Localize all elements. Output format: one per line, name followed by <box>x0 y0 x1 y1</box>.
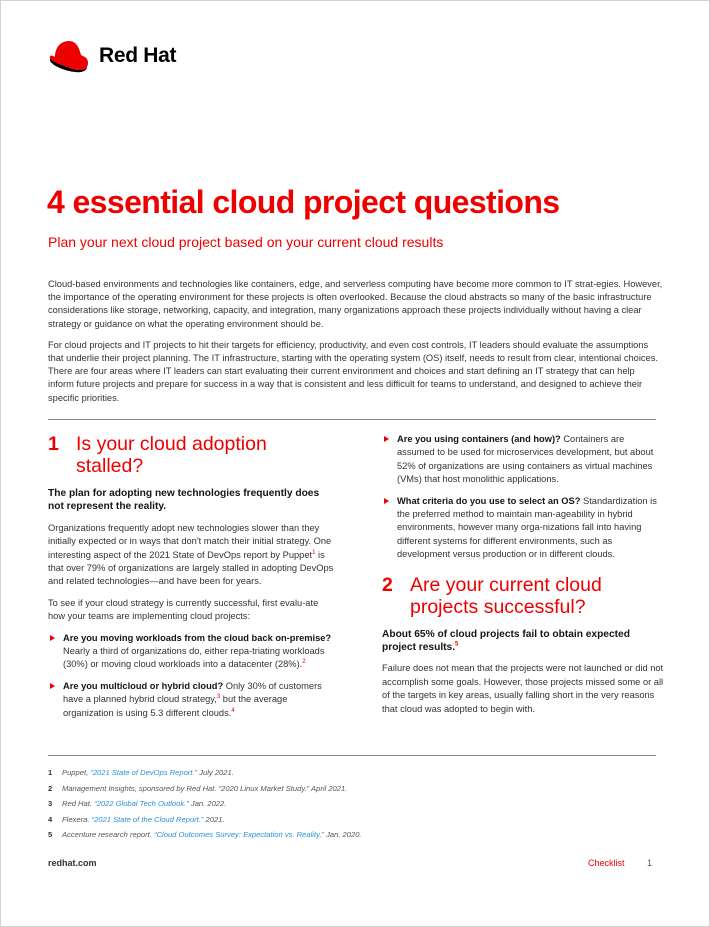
footnote-divider <box>48 755 656 756</box>
footnote-link[interactable]: “2022 Global Tech Outlook.” <box>94 799 189 809</box>
brand-name: Red Hat <box>99 44 177 67</box>
footnote-4: 4 Flexera. “2021 State of the Cloud Report.” 2021. <box>48 814 225 824</box>
footnote-3: 3 Red Hat. “2022 Global Tech Outlook.” Jan. 2022. <box>48 799 227 809</box>
list-item: Are you using containers (and how)? Containers are assumed to be used for microservices development, but about 52% of organizations are using containers as virtual machines (VMs) that host monolithic applications. <box>382 433 664 487</box>
page-title: 4 essential cloud project questions <box>47 184 560 220</box>
section-1-heading <box>48 433 334 477</box>
left-column <box>48 433 334 728</box>
intro-paragraph-1: Cloud-based environments and technologies like containers, edge, and serverless computing have become more common to IT strat-egies. However, the importance of the operating environment for these projects is often overlooked. Because the cloud abstracts so many of the basic infrastructure considerations like storage, networking, capacity, and integration, many organizations approach these projects individually without having a clear strategy or guidance on what the operating environment should be. <box>48 279 663 329</box>
bullet-arrow-icon <box>384 498 389 504</box>
bullet-arrow-icon <box>50 683 55 689</box>
brand-logo[interactable] <box>47 39 176 73</box>
footer-site-link[interactable]: redhat.com <box>48 858 97 868</box>
section-1-title: Is your cloud adoption stalled? <box>76 433 267 477</box>
intro-text <box>48 278 663 413</box>
section-2-title: Are your current cloud projects successful? <box>410 573 602 618</box>
page-subtitle: Plan your next cloud project based on your current cloud results <box>48 234 444 250</box>
section-1-bullets <box>48 632 334 720</box>
bullet-arrow-icon <box>384 436 389 442</box>
section-2-number: 2 <box>382 573 393 596</box>
footnote-5: 5 Accenture research report. “Cloud Outcomes Survey: Expectation vs. Reality,” Jan. 2020. <box>48 830 362 840</box>
section-1-bullets-continued <box>382 433 664 562</box>
footnotes <box>48 765 648 843</box>
bullet-arrow-icon <box>50 635 55 641</box>
section-2-paragraph: Failure does not mean that the projects were not launched or did not accomplish some goals. However, those projects missed some or all of the targets in key areas, usually falling short in the very reasons that cloud was adopted to begin with. <box>382 663 664 714</box>
footnote-1: 1 Puppet, “2021 State of DevOps Report.” July 2021. <box>48 768 234 777</box>
section-1-number: 1 <box>48 433 59 455</box>
list-item: Are you moving workloads from the cloud back on-premise? Nearly a third of organizations do, either repa-triating workloads (30%) or moving cloud workloads into a datacenter (28%).$^2$ <box>48 632 334 672</box>
section-divider <box>48 419 656 420</box>
section-1-lead: The plan for adopting new technologies frequently does not represent the reality. <box>48 488 320 513</box>
intro-paragraph-2: For cloud projects and IT projects to hit their targets for efficiency, productivity, and even cost controls, IT leaders should evaluate the assumptions that underlie their project planning. The IT infrastructure, starting with the operating system (OS) itself, needs to result from clear, intentional choices. There are four areas where IT leaders can start evaluating their current environment and choices and start defining an IT strategy that can help inform future projects and prepare for success in a way that is consistent and less difficult for teams to understand, and designed to achieve their specific priorities. <box>48 339 658 403</box>
footnote-link[interactable]: “Cloud Outcomes Survey: Expectation vs. Reality,” <box>154 830 324 840</box>
page-number: 1 <box>647 858 653 868</box>
red-hat-fedora-icon <box>47 39 91 73</box>
footnote-link[interactable]: “2021 State of the Cloud Report.” <box>91 814 204 824</box>
section-2-lead: About 65% of cloud projects fail to obtain expected project results.$^5$ <box>382 628 630 654</box>
list-item: Are you multicloud or hybrid cloud? Only 30% of customers have a planned hybrid cloud strategy,$^3$ but the average organization is using 5.3 different clouds.$^4$ <box>48 680 334 720</box>
footnote-link[interactable]: “2021 State of DevOps Report.” <box>90 768 198 777</box>
section-2-heading <box>382 574 664 618</box>
section-1-paragraph-1: Organizations frequently adopt new technologies slower than they initially expected or in ways that don't match their initial strategy. One interesting aspect of the 2021 State of DevOps report by Puppet$^1$ is that over 79% of organizations are largely stalled in adopting DevOps and related technologies—and have been for years. <box>48 522 334 587</box>
footer-doc-type: Checklist <box>588 858 625 868</box>
section-1-paragraph-2: To see if your cloud strategy is currently successful, first evalu-ate how your teams are implementing cloud projects: <box>48 597 319 622</box>
list-item: What criteria do you use to select an OS? Standardization is the preferred method to maintain man-ageability in hybrid environments, however many orga-nizations fall into having different systems for different environments, such as development versus production or in different clouds. <box>382 495 664 562</box>
footnote-2: 2 Management Insights, sponsored by Red Hat. “2020 Linux Market Study.” April 2021. <box>48 783 348 793</box>
right-column <box>382 433 664 724</box>
